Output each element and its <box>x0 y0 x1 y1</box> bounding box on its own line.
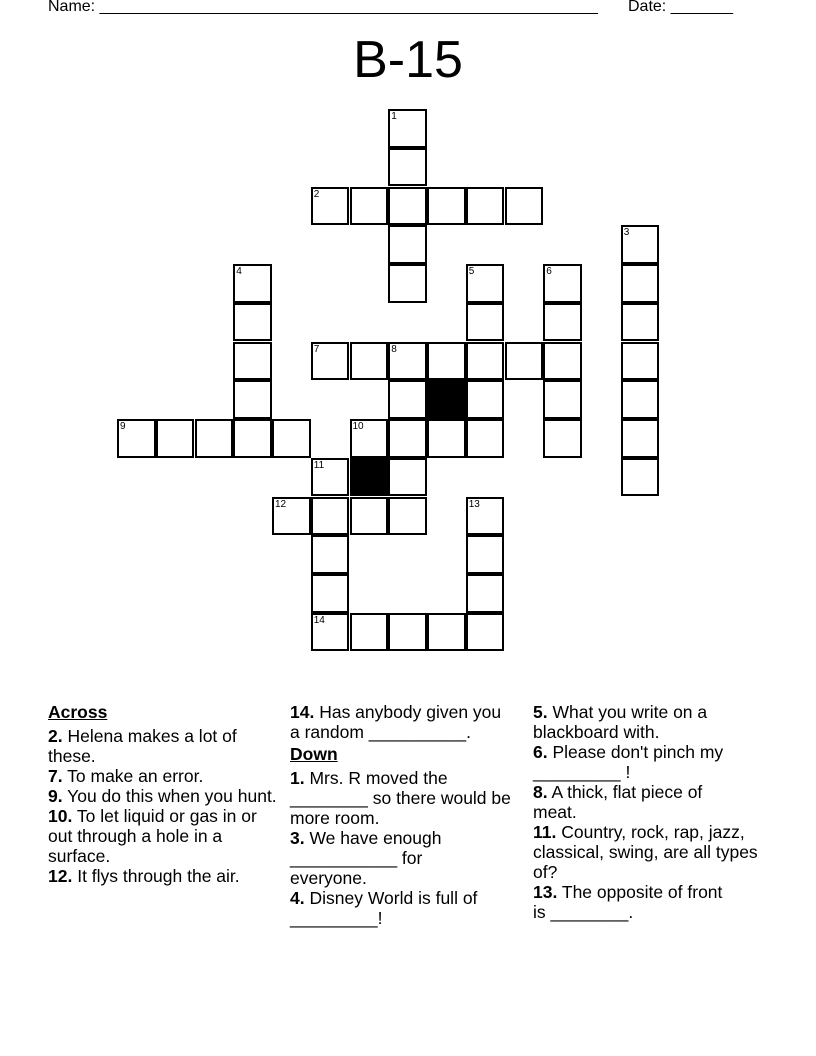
grid-cell[interactable] <box>311 497 350 536</box>
grid-cell[interactable] <box>543 419 582 458</box>
grid-cell[interactable] <box>388 342 427 381</box>
grid-cell[interactable] <box>388 109 427 148</box>
clue-across-2: 2. Helena makes a lot of these. <box>48 726 237 766</box>
grid-cell[interactable] <box>311 535 350 574</box>
grid-cell[interactable] <box>466 187 505 226</box>
clue-across-14: 14. Has anybody given you a random __________. <box>290 702 502 742</box>
grid-cell[interactable] <box>621 380 660 419</box>
grid-cell[interactable] <box>621 458 660 497</box>
grid-cell[interactable] <box>427 342 466 381</box>
grid-cell[interactable] <box>233 264 272 303</box>
clue-number: 10 <box>352 421 364 432</box>
grid-cell[interactable] <box>272 419 311 458</box>
grid-cell[interactable] <box>466 342 505 381</box>
grid-cell[interactable] <box>543 342 582 381</box>
grid-cell[interactable] <box>311 574 350 613</box>
clue-down-5: 5. What you write on a blackboard with. <box>533 702 708 742</box>
name-field: Name: ________________________________________________________ <box>48 0 598 15</box>
clue-number: 9 <box>120 421 126 432</box>
clue-down-13: 13. The opposite of front is ________. <box>533 882 723 922</box>
clue-number: 3 <box>623 227 630 239</box>
grid-cell[interactable] <box>621 264 660 303</box>
date-field: Date: _______ <box>628 0 733 15</box>
down-heading: Down <box>290 744 338 764</box>
grid-cell[interactable] <box>350 187 389 226</box>
clue-number: 6 <box>546 266 552 277</box>
clue-number: 2 <box>313 188 320 200</box>
grid-cell[interactable] <box>156 419 195 458</box>
grid-cell[interactable] <box>311 187 350 226</box>
grid-cell[interactable] <box>311 458 350 497</box>
grid-cell[interactable] <box>388 419 427 458</box>
grid-cell[interactable] <box>621 225 660 264</box>
clue-across-12: 12. It flys through the air. <box>48 866 240 886</box>
grid-cell[interactable] <box>350 342 389 381</box>
clue-number: 14 <box>313 614 325 626</box>
grid-cell[interactable] <box>466 535 505 574</box>
grid-cell[interactable] <box>505 342 544 381</box>
grid-cell[interactable] <box>388 148 427 187</box>
grid-cell[interactable] <box>388 613 427 652</box>
clue-number: 7 <box>313 343 320 355</box>
grid-cell[interactable] <box>388 458 427 497</box>
grid-cell[interactable] <box>233 342 272 381</box>
grid-cell[interactable] <box>311 342 350 381</box>
clue-across-9: 9. You do this when you hunt. <box>48 786 277 806</box>
grid-cell[interactable] <box>350 497 389 536</box>
grid-cell[interactable] <box>621 342 660 381</box>
clue-number: 4 <box>236 266 242 277</box>
clue-across-10: 10. To let liquid or gas in or out through a hole in a surface. <box>48 806 257 866</box>
grid-cell[interactable] <box>272 497 311 536</box>
clue-down-4: 4. Disney World is full of _________! <box>290 888 478 928</box>
clues-column-1 <box>48 702 284 886</box>
grid-cell[interactable] <box>350 613 389 652</box>
grid-cell[interactable] <box>233 380 272 419</box>
grid-cell[interactable] <box>233 419 272 458</box>
grid-cell[interactable] <box>543 303 582 342</box>
grid-cell[interactable] <box>388 225 427 264</box>
clue-down-11: 11. Country, rock, rap, jazz, classical, swing, are all types of? <box>533 822 758 882</box>
clue-across-7: 7. To make an error. <box>48 766 204 786</box>
grid-cell[interactable] <box>466 380 505 419</box>
clue-number: 13 <box>468 498 480 510</box>
grid-cell[interactable] <box>117 419 156 458</box>
grid-cell[interactable] <box>427 613 466 652</box>
page-title: B-15 <box>353 31 463 89</box>
grid-cell[interactable] <box>466 264 505 303</box>
clue-number: 1 <box>391 111 397 122</box>
grid-cell[interactable] <box>466 497 505 536</box>
grid-cell[interactable] <box>466 574 505 613</box>
grid-cell[interactable] <box>195 419 234 458</box>
grid-cell[interactable] <box>233 303 272 342</box>
grid-cell[interactable] <box>543 380 582 419</box>
grid-cell[interactable] <box>427 419 466 458</box>
grid-cell[interactable] <box>350 419 389 458</box>
grid-cell[interactable] <box>543 264 582 303</box>
grid-cell[interactable] <box>388 264 427 303</box>
clues-column-2 <box>290 702 526 928</box>
black-cell <box>350 458 389 497</box>
grid-cell[interactable] <box>311 613 350 652</box>
clues-column-3 <box>533 702 773 922</box>
across-heading: Across <box>48 702 108 722</box>
grid-cell[interactable] <box>621 419 660 458</box>
clue-down-8: 8. A thick, flat piece of meat. <box>533 782 703 822</box>
clue-down-3: 3. We have enough ___________ for everyone. <box>290 828 442 888</box>
grid-cell[interactable] <box>466 419 505 458</box>
grid-cell[interactable] <box>621 303 660 342</box>
grid-cell[interactable] <box>388 497 427 536</box>
clue-number: 12 <box>275 498 287 510</box>
grid-cell[interactable] <box>466 613 505 652</box>
grid-cell[interactable] <box>466 303 505 342</box>
grid-cell[interactable] <box>388 187 427 226</box>
clue-number: 5 <box>468 266 475 277</box>
grid-cell[interactable] <box>505 187 544 226</box>
black-cell <box>427 380 466 419</box>
grid-cell[interactable] <box>388 380 427 419</box>
grid-cell[interactable] <box>427 187 466 226</box>
clue-down-6: 6. Please don't pinch my _________ ! <box>533 742 724 782</box>
clue-number: 8 <box>391 343 397 355</box>
clue-down-1: 1. Mrs. R moved the ________ so there would be more room. <box>290 768 511 828</box>
clue-number: 11 <box>313 459 325 471</box>
